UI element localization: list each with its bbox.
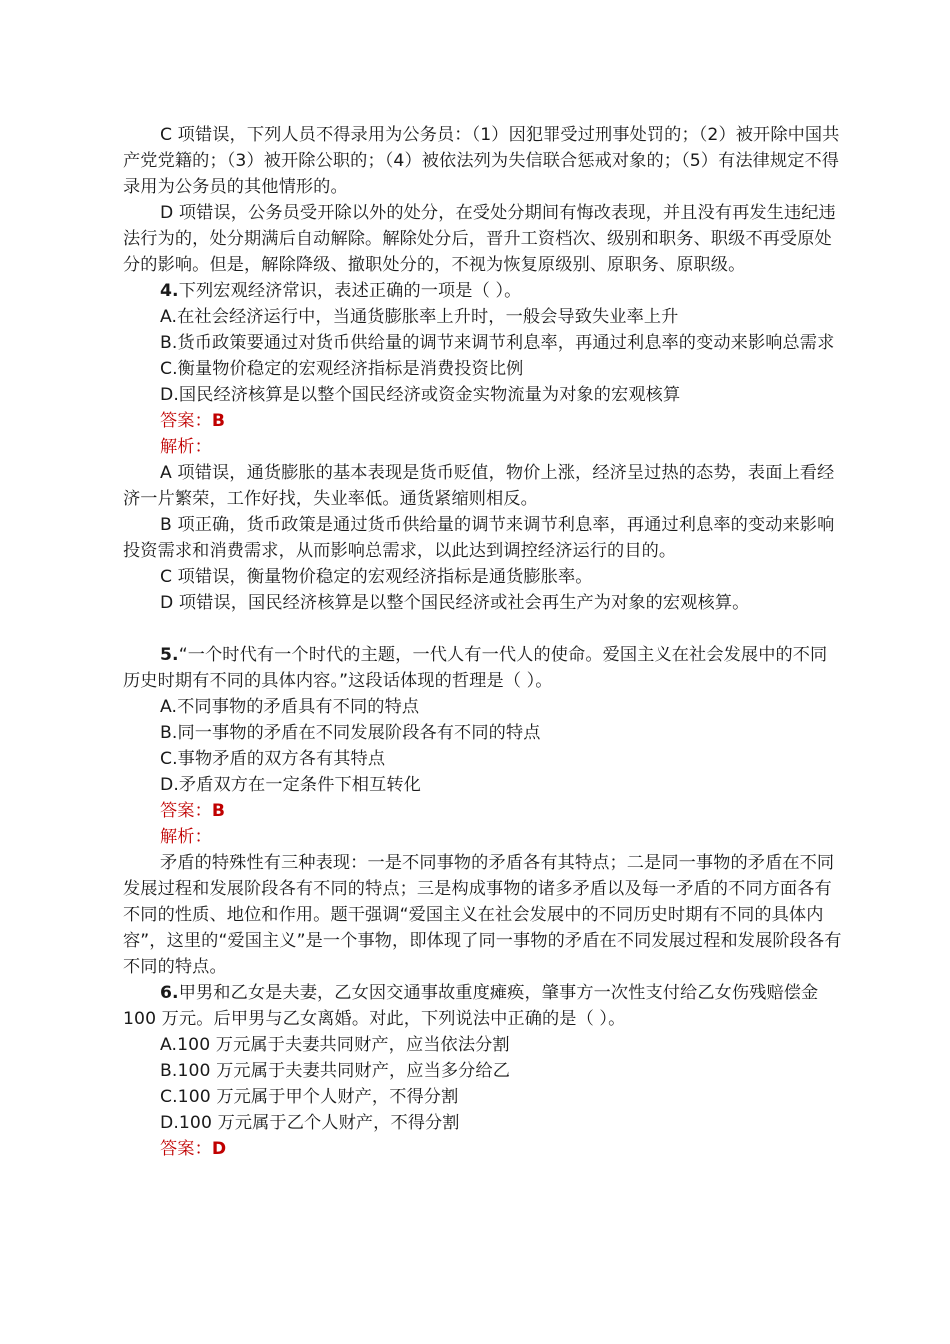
question-5-option-c: C.事物矛盾的双方各有其特点 bbox=[160, 749, 386, 769]
question-number: 4. bbox=[160, 281, 179, 301]
question-4-option-a: A.在社会经济运行中，当通货膨胀率上升时，一般会导致失业率上升 bbox=[160, 307, 679, 327]
question-5-answer: 答案：B bbox=[160, 801, 226, 821]
question-5-analysis-label: 解析： bbox=[160, 827, 212, 847]
question-4-analysis-b: B 项正确，货币政策是通过货币供给量的调节来调节利息率，再通过利息率的变动来影响投资需求和消费需求，从而影响总需求，以此达到调控经济运行的目的。 bbox=[123, 515, 835, 561]
question-4-analysis-a: A 项错误，通货膨胀的基本表现是货币贬值，物价上涨，经济呈过热的态势，表面上看经济一片繁荣，工作好找，失业率低。通货紧缩则相反。 bbox=[123, 463, 835, 509]
question-5-analysis: 矛盾的特殊性有三种表现：一是不同事物的矛盾各有其特点；二是同一事物的矛盾在不同发展过程和发展阶段各有不同的特点；三是构成事物的诸多矛盾以及每一矛盾的不同方面各有不同的性质、地位和作用。题干强调“爱国主义在社会发展中的不同历史时期有不同的具体内容”，这里的“爱国主义”是一个事物，即体现了同一事物的矛盾在不同发展过程和发展阶段各有不同的特点。 bbox=[123, 853, 842, 977]
spacer bbox=[123, 616, 843, 642]
prev-analysis-d: D 项错误，公务员受开除以外的处分，在受处分期间有悔改表现，并且没有再发生违纪违法行为的，处分期满后自动解除。解除处分后，晋升工资档次、级别和职务、职级不再受原处分的影响。但是，解除降级、撤职处分的，不视为恢复原级别、原职务、原职级。 bbox=[123, 203, 836, 275]
question-4-analysis-d: D 项错误，国民经济核算是以整个国民经济或社会再生产为对象的宏观核算。 bbox=[160, 593, 750, 613]
question-4-option-c: C.衡量物价稳定的宏观经济指标是消费投资比例 bbox=[160, 359, 524, 379]
question-6-option-b: B.100 万元属于夫妻共同财产，应当多分给乙 bbox=[160, 1061, 511, 1081]
question-5-option-b: B.同一事物的矛盾在不同发展阶段各有不同的特点 bbox=[160, 723, 541, 743]
question-4-stem: 4.下列宏观经济常识，表述正确的一项是（ ）。 bbox=[160, 281, 522, 301]
document-page bbox=[123, 122, 843, 1162]
question-4-analysis-label: 解析： bbox=[160, 437, 212, 457]
question-6-option-a: A.100 万元属于夫妻共同财产，应当依法分割 bbox=[160, 1035, 510, 1055]
question-6-answer: 答案：D bbox=[160, 1139, 227, 1159]
question-4-answer: 答案：B bbox=[160, 411, 226, 431]
question-5-option-a: A.不同事物的矛盾具有不同的特点 bbox=[160, 697, 420, 717]
question-6-option-c: C.100 万元属于甲个人财产，不得分割 bbox=[160, 1087, 459, 1107]
question-5-stem: 5.“一个时代有一个时代的主题，一代人有一代人的使命。爱国主义在社会发展中的不同历史时期有不同的具体内容。”这段话体现的哲理是（ ）。 bbox=[123, 645, 828, 691]
question-number: 6. bbox=[160, 983, 179, 1003]
question-5-option-d: D.矛盾双方在一定条件下相互转化 bbox=[160, 775, 421, 795]
question-4-option-d: D.国民经济核算是以整个国民经济或资金实物流量为对象的宏观核算 bbox=[160, 385, 681, 405]
question-6-stem: 6.甲男和乙女是夫妻，乙女因交通事故重度瘫痪，肇事方一次性支付给乙女伤残赔偿金 100 万元。后甲男与乙女离婚。对此，下列说法中正确的是（ ）。 bbox=[123, 983, 819, 1029]
question-4-analysis-c: C 项错误，衡量物价稳定的宏观经济指标是通货膨胀率。 bbox=[160, 567, 593, 587]
prev-analysis-c: C 项错误，下列人员不得录用为公务员：（1）因犯罪受过刑事处罚的；（2）被开除中国共产党党籍的；（3）被开除公职的；（4）被依法列为失信联合惩戒对象的；（5）有法律规定不得录用为公务员的其他情形的。 bbox=[123, 125, 840, 197]
question-6-option-d: D.100 万元属于乙个人财产，不得分割 bbox=[160, 1113, 460, 1133]
question-4-option-b: B.货币政策要通过对货币供给量的调节来调节利息率，再通过利息率的变动来影响总需求 bbox=[160, 333, 835, 353]
question-number: 5. bbox=[160, 645, 179, 665]
